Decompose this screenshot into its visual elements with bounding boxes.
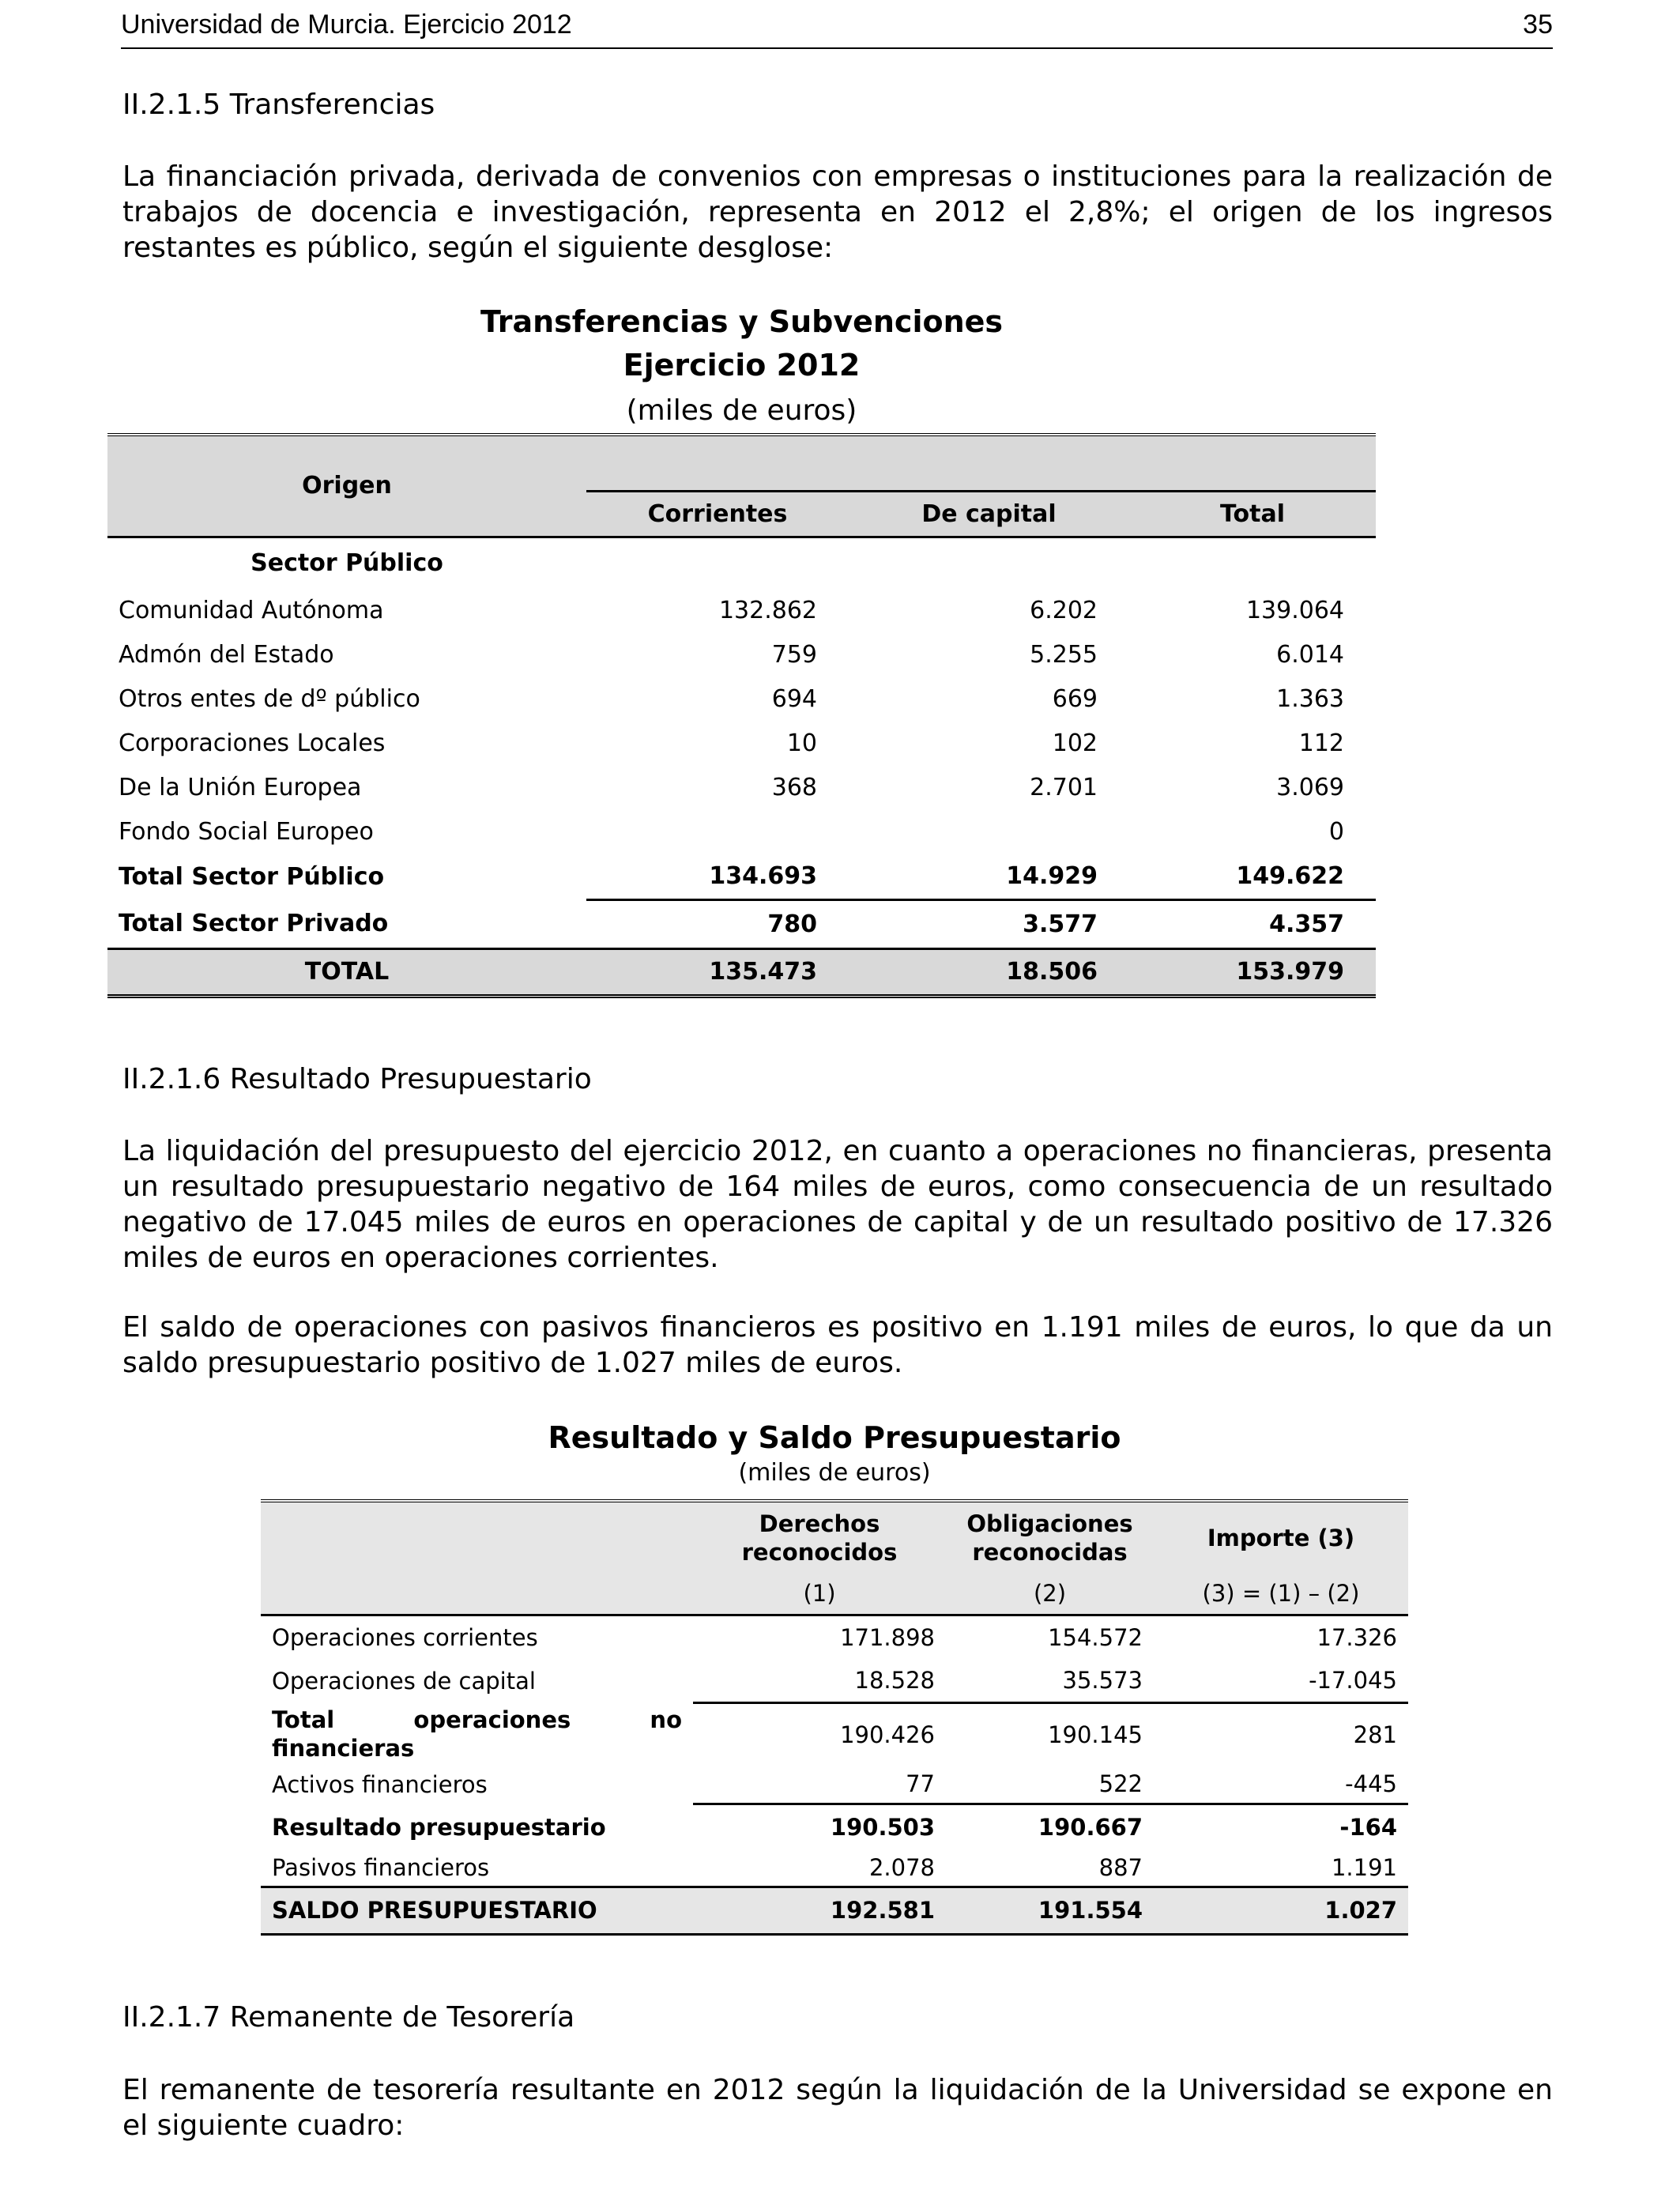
- paragraph-transferencias: La financiación privada, derivada de convenios con empresas o instituciones para la realización de trabajos de docencia e investigación, representa en 2012 el 2,8%; el origen de los ingresos restantes es público, según el siguiente desglose:: [122, 160, 1553, 264]
- section-heading-resultado: II.2.1.6 Resultado Presupuestario: [122, 1063, 592, 1095]
- col-header-corrientes: Corrientes: [586, 491, 849, 537]
- table-row: Fondo Social Europeo 0: [119, 817, 1344, 846]
- col-header-importe: Importe (3): [1154, 1502, 1408, 1574]
- col-header-capital: De capital: [849, 491, 1129, 537]
- col-header-total: Total: [1129, 491, 1376, 537]
- table2-units: (miles de euros): [738, 1459, 931, 1487]
- paragraph-remanente: El remanente de tesorería resultante en 2012 según la liquidación de la Universidad se expone en el siguiente cuadro:: [122, 2074, 1553, 2142]
- table-row: Activos financieros 77 522 -445: [261, 1766, 1408, 1804]
- section-heading-transferencias: II.2.1.5 Transferencias: [122, 89, 435, 121]
- table1-units: (miles de euros): [626, 394, 857, 427]
- table2-title: Resultado y Saldo Presupuestario: [548, 1420, 1121, 1455]
- table-row-total: TOTAL 135.473 18.506 153.979: [107, 948, 1376, 996]
- resultado-table: [261, 1499, 1408, 1936]
- subhead-sector-publico: Sector Público: [250, 549, 443, 578]
- col-sub-3: (3) = (1) – (2): [1154, 1574, 1408, 1615]
- paragraph-resultado-1: La liquidación del presupuesto del ejercicio 2012, en cuanto a operaciones no financieras, presenta un resultado presupuestario negativo de 164 miles de euros, como consecuencia de un resultado negativo de 17.045 miles de euros en operaciones de capital y de un resultado positivo de 17.326 miles de euros en operaciones corrientes.: [122, 1135, 1553, 1274]
- header-title: Universidad de Murcia. Ejercicio 2012: [121, 9, 572, 40]
- table-row: Pasivos financieros 2.078 887 1.191: [261, 1850, 1408, 1887]
- table1-title: Transferencias y Subvenciones: [480, 304, 1004, 339]
- table-row-total-publico: Total Sector Público 134.693 14.929 149.622: [107, 854, 1376, 899]
- table-row: De la Unión Europea 368 2.701 3.069: [119, 773, 1344, 801]
- section-heading-remanente: II.2.1.7 Remanente de Tesorería: [122, 2001, 575, 2034]
- col-header-derechos: Derechos reconocidos: [693, 1502, 946, 1574]
- paragraph-resultado-2: El saldo de operaciones con pasivos financieros es positivo en 1.191 miles de euros, lo que da un saldo presupuestario positivo de 1.027 miles de euros.: [122, 1311, 1553, 1379]
- table-row-total-privado: Total Sector Privado 780 3.577 4.357: [107, 899, 1376, 948]
- col-sub-1: (1): [693, 1574, 946, 1615]
- table-row: Operaciones de capital 18.528 35.573 -17.045: [261, 1659, 1408, 1702]
- transferencias-table: [107, 433, 1376, 998]
- col-header-origen: Origen: [107, 436, 586, 537]
- table-row: Corporaciones Locales 10 102 112: [119, 729, 1344, 757]
- table1-subtitle: Ejercicio 2012: [623, 348, 861, 383]
- table-row: Otros entes de dº público 694 669 1.363: [119, 684, 1344, 713]
- table-row: Comunidad Autónoma 132.862 6.202 139.064: [119, 597, 1344, 624]
- page-number: 35: [1523, 9, 1553, 40]
- table-row-resultado: Resultado presupuestario 190.503 190.667 -164: [272, 1813, 1397, 1842]
- table-row: Operaciones corrientes 171.898 154.572 17.326: [272, 1623, 1397, 1651]
- table-row-total-no-financieras: Total operaciones no financieras 190.426 190.145 281: [272, 1706, 1397, 1762]
- col-header-obligaciones: Obligaciones reconocidas: [946, 1502, 1154, 1574]
- table-row: Admón del Estado 759 5.255 6.014: [119, 640, 1344, 669]
- page-header: [121, 6, 1553, 49]
- table-row-saldo: SALDO PRESUPUESTARIO 192.581 191.554 1.027: [261, 1887, 1408, 1934]
- col-sub-2: (2): [946, 1574, 1154, 1615]
